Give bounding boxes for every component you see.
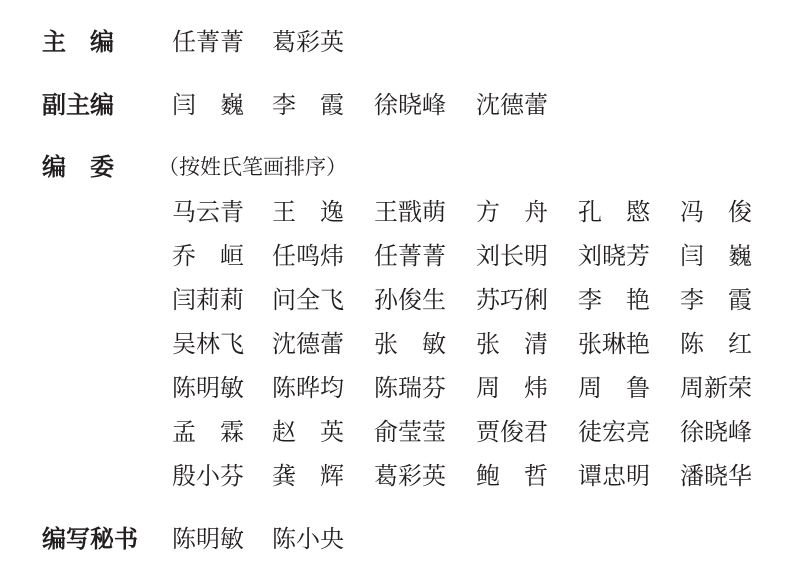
committee-member: 乔 峘 [172, 242, 244, 270]
secretary-name: 陈明敏 [172, 525, 244, 553]
committee-member: 冯 俊 [680, 198, 752, 226]
committee-member: 沈德蕾 [272, 330, 344, 358]
committee-member: 陈瑞芬 [374, 374, 446, 402]
committee-member: 吴林飞 [172, 330, 244, 358]
committee-member: 陈明敏 [172, 374, 244, 402]
secretary-name: 陈小央 [272, 525, 344, 553]
committee-member: 孔 愍 [578, 198, 650, 226]
deputy-editor-name: 徐晓峰 [374, 91, 446, 119]
committee-member: 殷小芬 [172, 462, 244, 490]
editor-in-chief-name: 任菁菁 [172, 28, 244, 56]
committee-member: 张 敏 [374, 330, 446, 358]
committee-member: 孙俊生 [374, 286, 446, 314]
deputy-editor-name: 闫 巍 [172, 91, 244, 119]
editor-in-chief-name: 葛彩英 [272, 28, 344, 56]
committee-member: 任鸣炜 [272, 242, 344, 270]
committee-member: 陈晔均 [272, 374, 344, 402]
committee-member: 徒宏亮 [578, 418, 650, 446]
committee-member: 闫 巍 [680, 242, 752, 270]
deputy-editors-label: 副主编 [42, 91, 114, 119]
committee-member: 周 鲁 [578, 374, 650, 402]
committee-member: 问全飞 [272, 286, 344, 314]
editor-in-chief-label: 主 编 [42, 28, 114, 56]
committee-member: 贾俊君 [476, 418, 548, 446]
committee-member: 潘晓华 [680, 462, 752, 490]
committee-member: 王戬萌 [374, 198, 446, 226]
committee-member: 张 清 [476, 330, 548, 358]
deputy-editor-name: 李 霞 [272, 91, 344, 119]
committee-member: 孟 霖 [172, 418, 244, 446]
secretaries-label: 编写秘书 [42, 525, 138, 553]
committee-member: 龚 辉 [272, 462, 344, 490]
committee-member: 鲍 哲 [476, 462, 548, 490]
committee-member: 苏巧俐 [476, 286, 548, 314]
committee-member: 马云青 [172, 198, 244, 226]
committee-member: 葛彩英 [374, 462, 446, 490]
committee-label: 编 委 [42, 153, 114, 181]
committee-member: 闫莉莉 [172, 286, 244, 314]
committee-member: 王 逸 [272, 198, 344, 226]
committee-member: 李 艳 [578, 286, 650, 314]
committee-member: 周 炜 [476, 374, 548, 402]
committee-member: 谭忠明 [578, 462, 650, 490]
committee-member: 陈 红 [680, 330, 752, 358]
committee-member: 周新荣 [680, 374, 752, 402]
committee-ordering-note: （按姓氏笔画排序） [158, 155, 347, 179]
committee-member: 李 霞 [680, 286, 752, 314]
deputy-editor-name: 沈德蕾 [476, 91, 548, 119]
committee-member: 赵 英 [272, 418, 344, 446]
committee-member: 张琳艳 [578, 330, 650, 358]
committee-member: 刘晓芳 [578, 242, 650, 270]
committee-member: 俞莹莹 [374, 418, 446, 446]
committee-member: 刘长明 [476, 242, 548, 270]
committee-member: 方 舟 [476, 198, 548, 226]
committee-member: 徐晓峰 [680, 418, 752, 446]
committee-member: 任菁菁 [374, 242, 446, 270]
